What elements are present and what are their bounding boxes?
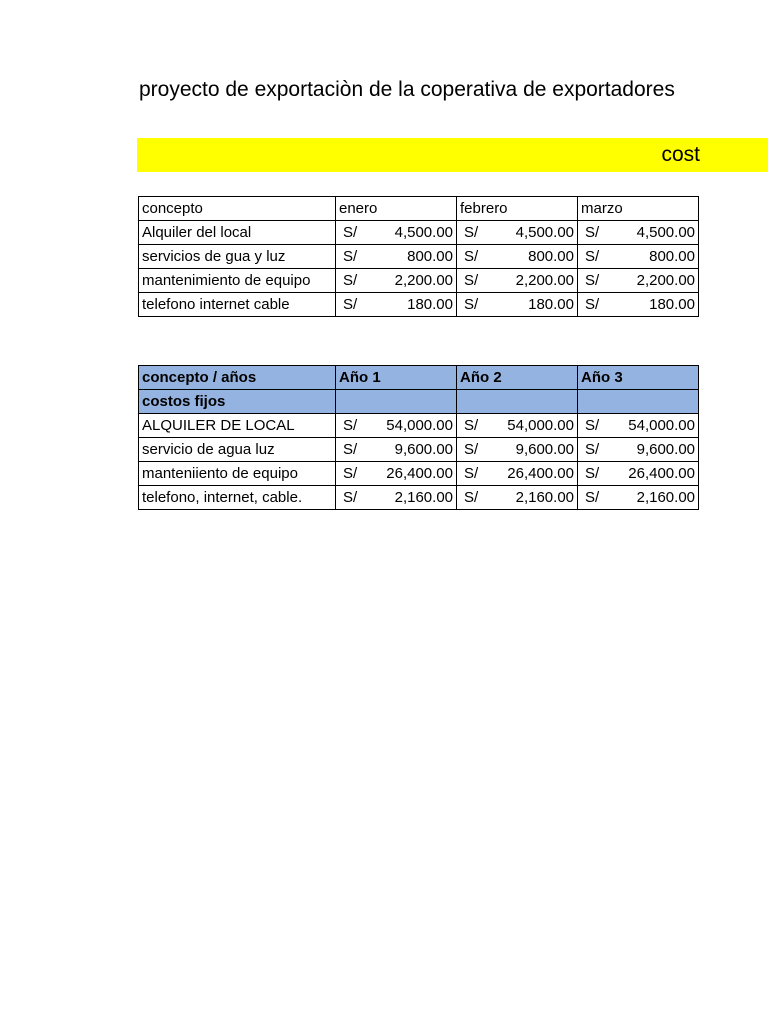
header-cell[interactable]: concepto / años	[139, 366, 336, 390]
currency-symbol: S/	[343, 248, 358, 265]
concept-cell[interactable]: ALQUILER DE LOCAL	[139, 414, 336, 438]
value-cell[interactable]	[336, 462, 457, 486]
value-cell[interactable]	[336, 269, 457, 293]
currency-symbol: S/	[585, 296, 600, 313]
amount: 2,160.00	[515, 489, 574, 506]
table-row	[139, 462, 699, 486]
value-cell[interactable]	[457, 221, 578, 245]
currency-symbol: S/	[464, 441, 479, 458]
currency-symbol: S/	[585, 465, 600, 482]
table-row	[139, 486, 699, 510]
value-cell[interactable]	[578, 486, 699, 510]
amount: 800.00	[407, 248, 453, 265]
currency-symbol: S/	[343, 296, 358, 313]
header-cell[interactable]: marzo	[578, 197, 699, 221]
amount: 180.00	[649, 296, 695, 313]
currency-symbol: S/	[585, 417, 600, 434]
currency-symbol: S/	[343, 272, 358, 289]
amount: 800.00	[528, 248, 574, 265]
currency-symbol: S/	[464, 296, 479, 313]
highlight-band	[137, 138, 768, 172]
amount: 2,200.00	[515, 272, 574, 289]
value-cell[interactable]	[457, 269, 578, 293]
section-row	[139, 390, 699, 414]
value-cell[interactable]	[578, 293, 699, 317]
currency-symbol: S/	[464, 489, 479, 506]
value-cell[interactable]	[336, 414, 457, 438]
currency-symbol: S/	[585, 489, 600, 506]
amount: 2,200.00	[394, 272, 453, 289]
concept-cell[interactable]: Alquiler del local	[139, 221, 336, 245]
amount: 26,400.00	[628, 465, 695, 482]
currency-symbol: S/	[585, 272, 600, 289]
concept-cell[interactable]: mantenimiento de equipo	[139, 269, 336, 293]
amount: 2,160.00	[394, 489, 453, 506]
value-cell[interactable]	[457, 245, 578, 269]
amount: 9,600.00	[394, 441, 453, 458]
table-row	[139, 293, 699, 317]
header-cell[interactable]: Año 1	[336, 366, 457, 390]
table-row	[139, 438, 699, 462]
currency-symbol: S/	[585, 224, 600, 241]
currency-symbol: S/	[464, 465, 479, 482]
amount: 4,500.00	[636, 224, 695, 241]
amount: 180.00	[407, 296, 453, 313]
header-cell[interactable]: Año 2	[457, 366, 578, 390]
table-header-row	[139, 197, 699, 221]
value-cell[interactable]	[457, 462, 578, 486]
value-cell[interactable]	[578, 438, 699, 462]
table-row	[139, 269, 699, 293]
amount: 4,500.00	[394, 224, 453, 241]
currency-symbol: S/	[585, 248, 600, 265]
value-cell[interactable]	[578, 462, 699, 486]
header-cell[interactable]: febrero	[457, 197, 578, 221]
header-cell[interactable]: concepto	[139, 197, 336, 221]
concept-cell[interactable]: manteniiento de equipo	[139, 462, 336, 486]
amount: 26,400.00	[507, 465, 574, 482]
currency-symbol: S/	[464, 417, 479, 434]
currency-symbol: S/	[343, 417, 358, 434]
monthly-costs-table	[138, 196, 699, 317]
value-cell[interactable]	[457, 438, 578, 462]
amount: 180.00	[528, 296, 574, 313]
amount: 800.00	[649, 248, 695, 265]
amount: 2,160.00	[636, 489, 695, 506]
table-header-row	[139, 366, 699, 390]
amount: 54,000.00	[628, 417, 695, 434]
value-cell[interactable]	[457, 293, 578, 317]
empty-cell[interactable]	[336, 390, 457, 414]
value-cell[interactable]	[578, 245, 699, 269]
concept-cell[interactable]: servicios de gua y luz	[139, 245, 336, 269]
amount: 9,600.00	[636, 441, 695, 458]
amount: 9,600.00	[515, 441, 574, 458]
table-row	[139, 245, 699, 269]
currency-symbol: S/	[585, 441, 600, 458]
section-cell[interactable]: costos fijos	[139, 390, 336, 414]
concept-cell[interactable]: servicio de agua luz	[139, 438, 336, 462]
value-cell[interactable]	[336, 486, 457, 510]
header-cell[interactable]: enero	[336, 197, 457, 221]
header-cell[interactable]: Año 3	[578, 366, 699, 390]
value-cell[interactable]	[336, 438, 457, 462]
value-cell[interactable]	[336, 245, 457, 269]
currency-symbol: S/	[343, 489, 358, 506]
value-cell[interactable]	[457, 414, 578, 438]
concept-cell[interactable]: telefono, internet, cable.	[139, 486, 336, 510]
value-cell[interactable]	[578, 221, 699, 245]
value-cell[interactable]	[578, 414, 699, 438]
amount: 2,200.00	[636, 272, 695, 289]
table-row	[139, 221, 699, 245]
amount: 26,400.00	[386, 465, 453, 482]
value-cell[interactable]	[336, 293, 457, 317]
currency-symbol: S/	[343, 441, 358, 458]
currency-symbol: S/	[464, 224, 479, 241]
currency-symbol: S/	[464, 248, 479, 265]
sheet-title: proyecto de exportaciòn de la coperativa de exportadores	[139, 78, 675, 101]
empty-cell[interactable]	[578, 390, 699, 414]
annual-costs-table	[138, 365, 699, 510]
currency-symbol: S/	[464, 272, 479, 289]
empty-cell[interactable]	[457, 390, 578, 414]
value-cell[interactable]	[578, 269, 699, 293]
value-cell[interactable]	[457, 486, 578, 510]
concept-cell[interactable]: telefono internet cable	[139, 293, 336, 317]
value-cell[interactable]	[336, 221, 457, 245]
amount: 54,000.00	[386, 417, 453, 434]
table-row	[139, 414, 699, 438]
currency-symbol: S/	[343, 465, 358, 482]
currency-symbol: S/	[343, 224, 358, 241]
amount: 54,000.00	[507, 417, 574, 434]
highlight-band-text: cost	[661, 143, 700, 166]
amount: 4,500.00	[515, 224, 574, 241]
